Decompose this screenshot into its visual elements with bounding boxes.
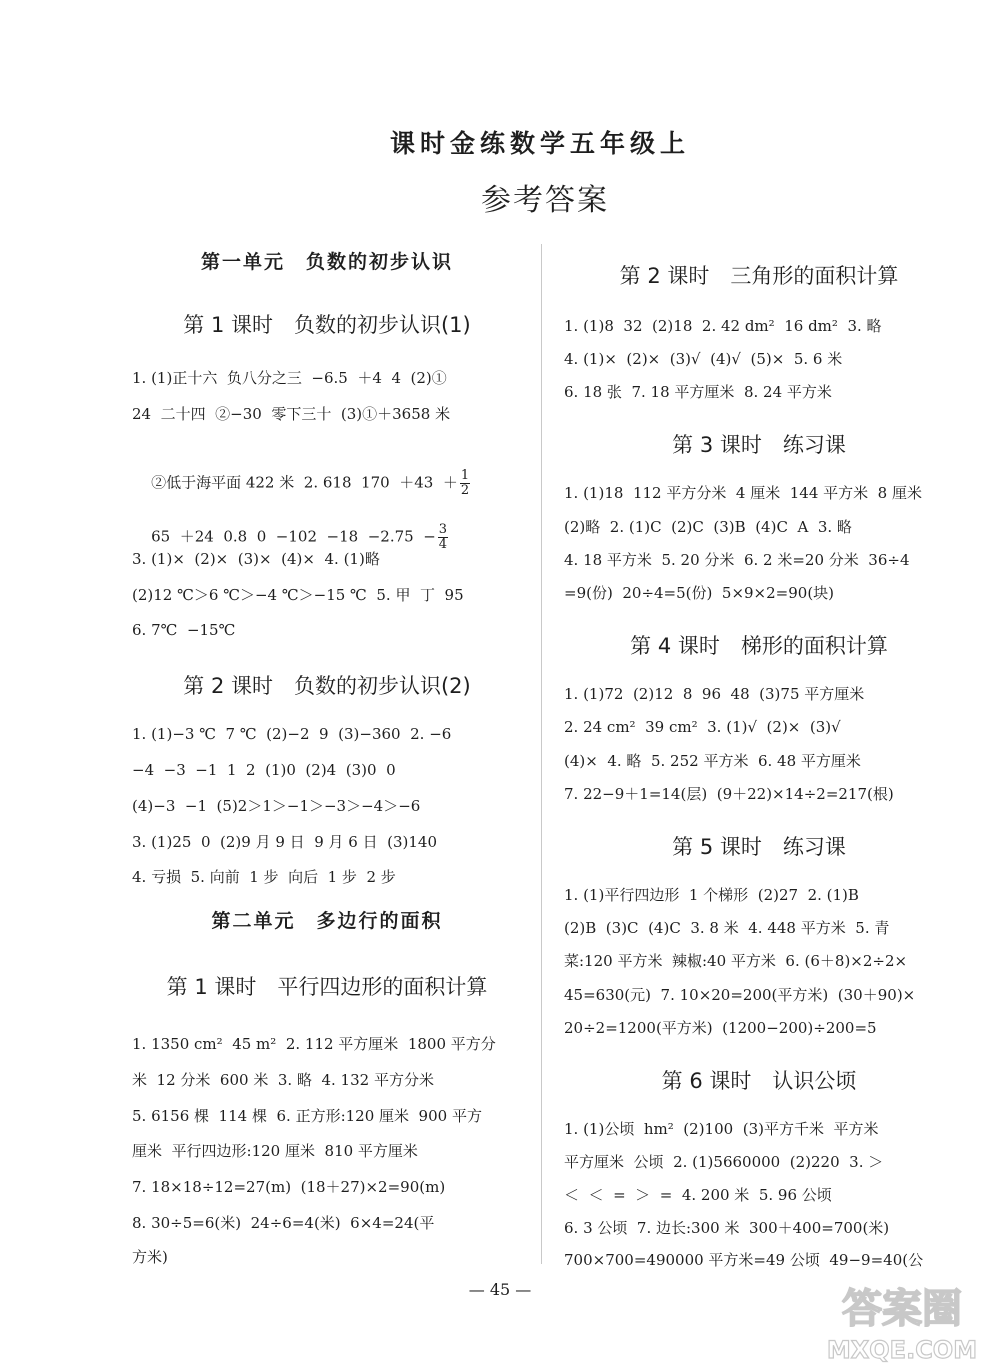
- lesson-heading: 第 5 课时 练习课: [672, 835, 846, 859]
- answer-line: 7. 18×18÷12=27(m) (18＋27)×2=90(m): [132, 1178, 446, 1196]
- unit-heading-2: 第二单元 多边行的面积: [211, 910, 443, 932]
- answer-line: 平方厘米 公顷 2. (1)5660000 (2)220 3. ＞: [564, 1153, 884, 1171]
- book-title: 课时金练数学五年级上: [389, 129, 690, 158]
- answer-line: 6. 18 张 7. 18 平方厘米 8. 24 平方米: [564, 383, 832, 401]
- answer-line: 4. 18 平方米 5. 20 分米 6. 2 米=20 分米 36÷4: [564, 551, 910, 569]
- answer-line: 24 二十四 ②−30 零下三十 (3)①＋3658 米: [132, 405, 451, 423]
- answers-title: 参考答案: [481, 183, 609, 218]
- lesson-heading: 第 6 课时 认识公顷: [661, 1069, 857, 1093]
- answer-line: 7. 22−9＋1=14(层) (9＋22)×14÷2=217(根): [564, 785, 894, 803]
- answer-line: 菜:120 平方米 辣椒:40 平方米 6. (6＋8)×2÷2×: [564, 952, 908, 970]
- answer-line: 6. 3 公顷 7. 边长:300 米 300＋400=700(米): [564, 1219, 890, 1237]
- answer-line: 1. (1)−3 ℃ 7 ℃ (2)−2 9 (3)−360 2. −6: [132, 725, 452, 743]
- watermark-top-text: 答案圈: [842, 1286, 962, 1332]
- lesson-heading: 第 1 课时 平行四边形的面积计算: [166, 975, 488, 999]
- answer-line: 3. (1)25 0 (2)9 月 9 日 9 月 6 日 (3)140: [132, 833, 438, 851]
- fraction-denominator: 4: [438, 537, 448, 552]
- column-divider: [541, 244, 542, 1264]
- answer-line: −4 −3 −1 1 2 (1)0 (2)4 (3)0 0: [132, 761, 396, 779]
- fraction: [438, 523, 448, 552]
- answer-line: 4. (1)× (2)× (3)√ (4)√ (5)× 5. 6 米: [564, 350, 843, 368]
- watermark-bottom-text: MXQE.COM: [826, 1336, 978, 1364]
- answer-line: 1. (1)18 112 平方分米 4 厘米 144 平方米 8 厘米: [564, 484, 922, 502]
- answer-line: 方米): [132, 1248, 168, 1266]
- answer-line: (2)略 2. (1)C (2)C (3)B (4)C A 3. 略: [564, 518, 852, 536]
- answer-line: 4. 亏损 5. 向前 1 步 向后 1 步 2 步: [132, 868, 396, 886]
- answer-line: 2. 24 cm² 39 cm² 3. (1)√ (2)× (3)√: [564, 718, 841, 736]
- answer-line: 1. 1350 cm² 45 m² 2. 112 平方厘米 1800 平方分: [132, 1035, 496, 1053]
- answer-line: 1. (1)正十六 负八分之三 −6.5 ＋4 4 (2)①: [132, 369, 447, 387]
- answer-line: (2)12 ℃＞6 ℃＞−4 ℃＞−15 ℃ 5. 甲 丁 95: [132, 586, 464, 604]
- lesson-heading: 第 2 课时 负数的初步认识(2): [183, 674, 471, 698]
- lesson-heading: 第 1 课时 负数的初步认识(1): [183, 313, 471, 337]
- answer-line: ＜ ＜ = ＞ = 4. 200 米 5. 96 公顷: [564, 1186, 832, 1204]
- answer-line: 700×700=490000 平方米=49 公顷 49−9=40(公: [564, 1251, 924, 1269]
- answer-line: (2)B (3)C (4)C 3. 8 米 4. 448 平方米 5. 青: [564, 919, 890, 937]
- watermark-logo: [812, 1270, 992, 1366]
- answer-line-text: 65 ＋24 0.8 0 −102 −18 −2.75 −: [151, 527, 436, 546]
- lesson-heading: 第 4 课时 梯形的面积计算: [630, 634, 888, 658]
- page-number: — 45 —: [468, 1280, 532, 1299]
- answer-line: 6. 7℃ −15℃: [132, 621, 236, 639]
- answer-line: 1. (1)72 (2)12 8 96 48 (3)75 平方厘米: [564, 685, 865, 703]
- fraction-denominator: 2: [460, 483, 470, 498]
- answer-line-text: ②低于海平面 422 米 2. 618 170 ＋43 ＋: [151, 473, 458, 492]
- unit-heading-1: 第一单元 负数的初步认识: [200, 251, 453, 273]
- fraction: [460, 469, 470, 498]
- answer-line: 1. (1)平行四边形 1 个梯形 (2)27 2. (1)B: [564, 886, 859, 904]
- answer-line: 米 12 分米 600 米 3. 略 4. 132 平方分米: [132, 1071, 434, 1089]
- answer-line: 8. 30÷5=6(米) 24÷6=4(米) 6×4=24(平: [132, 1214, 435, 1232]
- answer-line: 45=630(元) 7. 10×20=200(平方米) (30＋90)×: [564, 986, 916, 1004]
- answer-line: 20÷2=1200(平方米) (1200−200)÷200=5: [564, 1019, 877, 1037]
- answer-line: 厘米 平行四边形:120 厘米 810 平方厘米: [132, 1142, 418, 1160]
- answer-line: (4)× 4. 略 5. 252 平方米 6. 48 平方厘米: [564, 752, 861, 770]
- answer-line: 5. 6156 棵 114 棵 6. 正方形:120 厘米 900 平方: [132, 1107, 482, 1125]
- answer-line: =9(份) 20÷4=5(份) 5×9×2=90(块): [564, 584, 835, 602]
- answer-line: 1. (1)8 32 (2)18 2. 42 dm² 16 dm² 3. 略: [564, 317, 882, 335]
- answer-line: 3. (1)× (2)× (3)× (4)× 4. (1)略: [132, 550, 380, 568]
- lesson-heading: 第 3 课时 练习课: [672, 433, 846, 457]
- fraction-numerator: 3: [438, 522, 448, 537]
- lesson-heading: 第 2 课时 三角形的面积计算: [619, 264, 899, 288]
- answer-line: 1. (1)公顷 hm² (2)100 (3)平方千米 平方米: [564, 1120, 879, 1138]
- fraction-numerator: 1: [460, 468, 470, 483]
- answer-line: (4)−3 −1 (5)2＞1＞−1＞−3＞−4＞−6: [132, 797, 421, 815]
